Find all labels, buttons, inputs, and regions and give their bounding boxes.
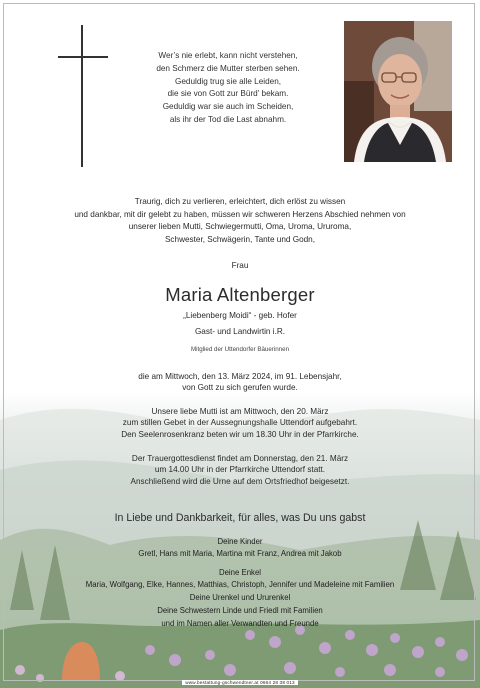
great-grandchildren-heading: Deine Urenkel und Ururenkel bbox=[189, 593, 291, 602]
grandchildren-section bbox=[0, 567, 480, 591]
salutation: Frau bbox=[231, 261, 249, 270]
deceased-nickname: „Liebenberg Moidi“ - geb. Hofer bbox=[183, 311, 297, 320]
children-heading: Deine Kinder bbox=[217, 537, 263, 546]
intro-line: Schwester, Schwägerin, Tante und Godn, bbox=[164, 234, 316, 244]
poem-line: Geduldig war sie auch im Scheiden, bbox=[162, 102, 294, 112]
death-notice-line: von Gott zu sich gerufen wurde. bbox=[182, 383, 298, 393]
intro-line: und dankbar, mit dir gelebt zu haben, müssen wir schweren Herzens Abschied nehmen von bbox=[74, 209, 406, 219]
funeral-notice bbox=[20, 453, 460, 487]
viewing-notice-line: Unsere liebe Mutti ist am Mittwoch, den 20. März bbox=[151, 407, 329, 416]
funeral-notice-line: Anschließend wird die Urne auf dem Ortsfriedhof beigesetzt. bbox=[130, 476, 350, 486]
siblings-line: Deine Schwestern Linde und Friedl mit Familien bbox=[157, 606, 323, 615]
memorial-poem bbox=[118, 50, 338, 127]
children-section bbox=[0, 536, 480, 560]
funeral-notice-line: Der Trauergottesdienst findet am Donnerstag, den 21. März bbox=[131, 454, 349, 463]
viewing-notice-line: zum stillen Gebet in der Aussegnungshalle Uttendorf aufgebahrt. bbox=[122, 418, 358, 428]
footer-contact bbox=[0, 680, 480, 685]
intro-text bbox=[20, 196, 460, 246]
poem-line: die sie von Gott zur Bürd’ bekam. bbox=[167, 89, 289, 99]
intro-line: unserer lieben Mutti, Schwiegermutti, Oma, Uroma, Ururoma, bbox=[128, 222, 352, 231]
footer-text: www.bestattung-gschwendtner.at 0664 28 38 013 bbox=[182, 680, 298, 685]
siblings-section bbox=[0, 605, 480, 617]
viewing-notice bbox=[20, 406, 460, 440]
deceased-membership: Mitglied der Uttendorfer Bäuerinnen bbox=[190, 346, 290, 353]
poem-line: Wer’s nie erlebt, kann nicht verstehen, bbox=[158, 51, 298, 60]
children-names: Gretl, Hans mit Maria, Martina mit Franz, Andrea mit Jakob bbox=[138, 549, 342, 558]
funeral-notice-line: um 14.00 Uhr in der Pfarrkirche Uttendorf statt. bbox=[154, 465, 326, 475]
great-grandchildren-section bbox=[0, 592, 480, 604]
death-notice-line: die am Mittwoch, den 13. März 2024, im 91. Lebensjahr, bbox=[138, 372, 342, 381]
poem-line: den Schmerz die Mutter sterben sehen. bbox=[156, 63, 300, 73]
portrait-photo bbox=[344, 21, 452, 162]
grandchildren-names: Maria, Wolfgang, Elke, Hannes, Matthias, Christoph, Jennifer und Madeleine mit Familien bbox=[85, 580, 395, 589]
grandchildren-heading: Deine Enkel bbox=[218, 568, 262, 577]
poem-line: Geduldig trug sie alle Leiden, bbox=[174, 76, 282, 86]
intro-line: Traurig, dich zu verlieren, erleichtert, dich erlöst zu wissen bbox=[134, 197, 346, 206]
poem-line: als ihr der Tod die Last abnahm. bbox=[169, 114, 287, 124]
thanks-heading: In Liebe und Dankbarkeit, für alles, was Du uns gabst bbox=[114, 512, 366, 524]
deceased-name: Maria Altenberger bbox=[165, 284, 315, 305]
relatives-line: und im Namen aller Verwandten und Freunde bbox=[161, 619, 319, 628]
relatives-section bbox=[0, 618, 480, 630]
death-notice bbox=[20, 371, 460, 394]
cross-icon bbox=[58, 25, 108, 167]
viewing-notice-line: Den Seelenrosenkranz beten wir um 18.30 Uhr in der Pfarrkirche. bbox=[121, 429, 359, 439]
deceased-profession: Gast- und Landwirtin i.R. bbox=[194, 327, 286, 336]
